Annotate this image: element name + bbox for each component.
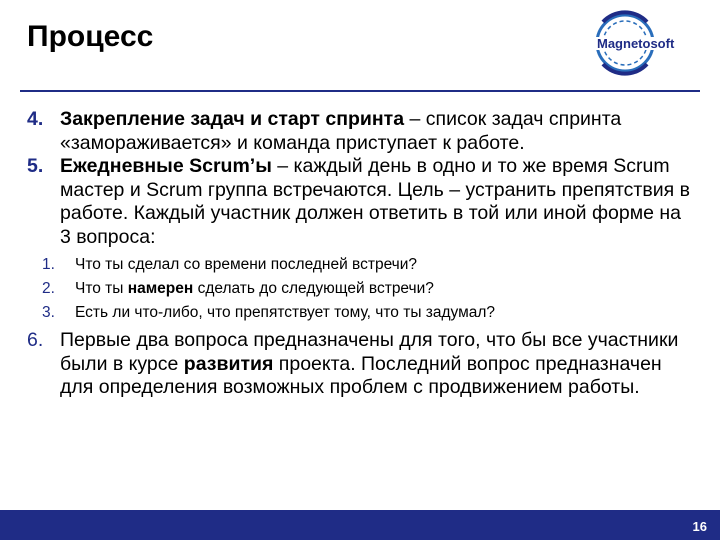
question-1 — [42, 253, 697, 277]
page-number: 16 — [692, 519, 707, 534]
item-heading: Ежедневные Scrum’ы — [60, 155, 272, 177]
item-text: – каждый день в одно и то же время Scrum мастер и Scrum группа встречаются. Цель – устранить препятствия в работе. Каждый участник должен ответить в той или иной форме на 3 вопроса: — [60, 155, 690, 248]
question-number: 1. — [42, 256, 55, 273]
logo-text: Magnetosoft — [597, 36, 675, 51]
magnetosoft-logo — [583, 10, 705, 76]
item-emphasis: развития — [183, 352, 274, 375]
title-divider — [20, 90, 700, 92]
question-text: Что ты — [75, 280, 128, 297]
list-item-4 — [27, 108, 697, 155]
question-text: Что ты сделал со времени последней встречи? — [75, 256, 418, 273]
item-text: Первые два вопроса предназначены для того, что бы все участники были в курсе — [60, 329, 679, 375]
item-text-end: проекта. Последний вопрос предназначен для определения возможных проблем с продвижением работы. — [60, 352, 662, 398]
question-number: 3. — [42, 304, 55, 321]
list-item-6 — [27, 329, 697, 400]
item-number: 4. — [27, 108, 44, 130]
question-number: 2. — [42, 280, 55, 297]
question-2 — [42, 277, 697, 301]
question-text-end: сделать до следующей встречи? — [193, 280, 434, 297]
item-number: 6. — [27, 329, 44, 351]
question-text: Есть ли что-либо, что препятствует тому, что ты задумал? — [75, 304, 496, 321]
question-emphasis: намерен — [127, 280, 194, 297]
item-text: – список задач спринта «замораживается» и команда приступает к работе. — [60, 108, 622, 154]
list-item-5 — [27, 155, 697, 249]
item-heading: Закрепление задач и старт спринта — [60, 108, 405, 130]
item-number: 5. — [27, 155, 44, 177]
slide-title: Процесс — [27, 20, 154, 53]
slide-body — [27, 108, 697, 400]
footer-bar — [0, 510, 720, 540]
question-3 — [42, 301, 697, 325]
